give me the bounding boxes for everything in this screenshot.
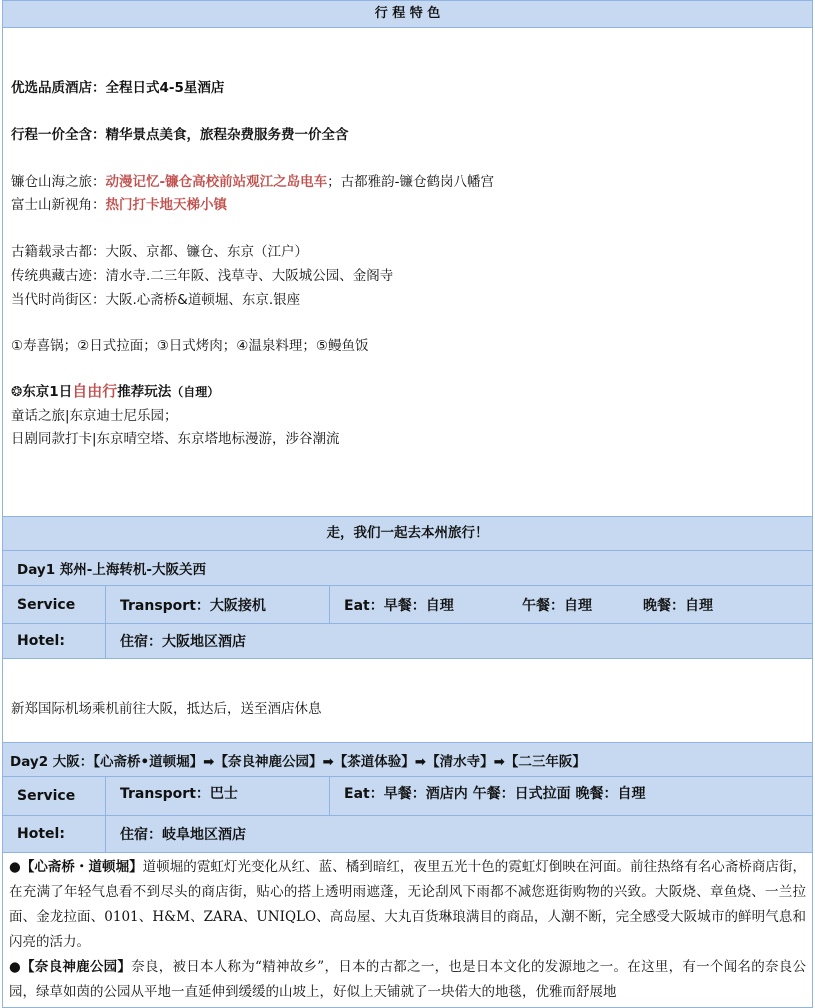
day2-paragraph-2	[9, 955, 806, 1005]
kamakura-rest: ；古都雅韵-镰仓鹤岗八幡宫	[327, 174, 494, 190]
day2-description-box	[3, 853, 812, 1007]
day1-description-box	[3, 659, 812, 743]
day2-hotel-row	[3, 816, 812, 853]
itinerary-table	[2, 0, 813, 1008]
day1-title-row	[3, 551, 812, 586]
day1-service-label: Service	[17, 596, 76, 613]
day1-title: Day1 郑州-上海转机-大阪关西	[17, 562, 206, 578]
day1-transport: Transport：大阪接机	[120, 597, 266, 614]
features-header: 行 程 特 色	[3, 1, 812, 28]
day1-description: 新郑国际机场乘机前往大阪，抵达后，送至酒店休息	[11, 701, 322, 717]
day2-eat: Eat：早餐：酒店内 午餐：日式拉面 晚餐：自理	[344, 786, 646, 802]
day1-eat: Eat：早餐：自理	[344, 597, 454, 614]
day2-paragraph-1	[9, 855, 806, 955]
day2-para1-title: ●【心斋桥・道顿堀】	[9, 859, 143, 875]
divider	[105, 777, 106, 815]
day2-para2-title: ●【奈良神鹿公园】	[9, 959, 132, 975]
kamakura-label: 镰仓山海之旅：	[11, 174, 106, 190]
free-day-suffix: 推荐玩法	[117, 384, 172, 400]
divider	[105, 816, 106, 852]
day2-transport: Transport：巴士	[120, 786, 238, 802]
fuji-feature	[11, 193, 227, 213]
fuji-label: 富士山新视角：	[11, 197, 106, 213]
day2-hotel: 住宿：岐阜地区酒店	[120, 827, 246, 843]
features-section	[3, 28, 812, 517]
day2-title: Day2 大阪：【心斋桥•道顿堀】➡【奈良神鹿公园】➡【茶道体验】➡【清水寺】➡【二三年阪】	[10, 753, 586, 770]
free-day-option-1: 童话之旅|东京迪士尼乐园；	[11, 408, 178, 424]
day2-service-row	[3, 777, 812, 816]
divider	[105, 624, 106, 658]
day2-para2-text: 奈良，被日本人称为“精神故乡”，日本的古都之一，也是日本文化的发源地之一。在这里，有一个闻名的奈良公园，绿草如茵的公园从平地一直延伸到缓缓的山坡上，好似上天铺就了一块偌大的地毯，优雅而舒展地	[9, 959, 806, 1000]
free-day-prefix: ❂东京1日	[11, 384, 73, 400]
heritage-sites: 传统典藏古迹：清水寺.二三年阪、浅草寺、大阪城公园、金阁寺	[11, 268, 394, 284]
fashion-districts: 当代时尚街区：大阪.心斋桥&道顿堀、东京.银座	[11, 292, 301, 308]
day1-hotel: 住宿：大阪地区酒店	[120, 634, 246, 650]
day1-dinner: 晚餐：自理	[643, 597, 713, 614]
divider	[105, 586, 106, 623]
free-day-heading	[11, 380, 219, 401]
divider	[329, 777, 330, 815]
day1-service-row	[3, 586, 812, 624]
ancient-capitals: 古籍载录古都：大阪、京都、镰仓、东京（江户）	[11, 244, 308, 260]
day2-hotel-label: Hotel:	[17, 826, 65, 842]
fuji-highlight: 热门打卡地天梯小镇	[105, 197, 227, 213]
day1-hotel-row	[3, 624, 812, 659]
hotel-feature: 优选品质酒店：全程日式4-5星酒店	[11, 80, 225, 96]
banner: 走，我们一起去本州旅行！	[3, 517, 812, 551]
kamakura-feature	[11, 170, 494, 190]
day2-para1-text: 道顿堀的霓虹灯光变化从红、蓝、橘到暗红，夜里五光十色的霓虹灯倒映在河面。前往热络有名心斋桥商店街，在充满了年轻气息看不到尽头的商店街，贴心的搭上透明雨遮蓬，无论刮风下雨都不减您逛街购物的兴致。大阪烧、章鱼烧、一兰拉面、金龙拉面、0101、H&M、ZARA、UNIQLO、高岛屋、大丸百货琳琅满目的商品，人潮不断，完全感受大阪城市的鲜明气息和闪亮的活力。	[9, 859, 807, 950]
day1-hotel-label: Hotel:	[17, 633, 65, 649]
kamakura-highlight: 动漫记忆-镰仓高校前站观江之岛电车	[105, 174, 328, 190]
free-day-highlight: 自由行	[72, 382, 118, 400]
day1-lunch: 午餐：自理	[522, 597, 592, 614]
food-list: ①寿喜锅；②日式拉面；③日式烤肉；④温泉料理；⑤鳗鱼饭	[11, 338, 369, 354]
divider	[329, 586, 330, 623]
day2-service-label: Service	[17, 788, 76, 804]
free-day-note: （自理）	[171, 385, 220, 399]
price-feature: 行程一价全含：精华景点美食，旅程杂费服务费一价全含	[11, 127, 349, 143]
day2-title-row	[3, 743, 812, 777]
free-day-option-2: 日剧同款打卡|东京晴空塔、东京塔地标漫游，涉谷潮流	[11, 431, 340, 447]
